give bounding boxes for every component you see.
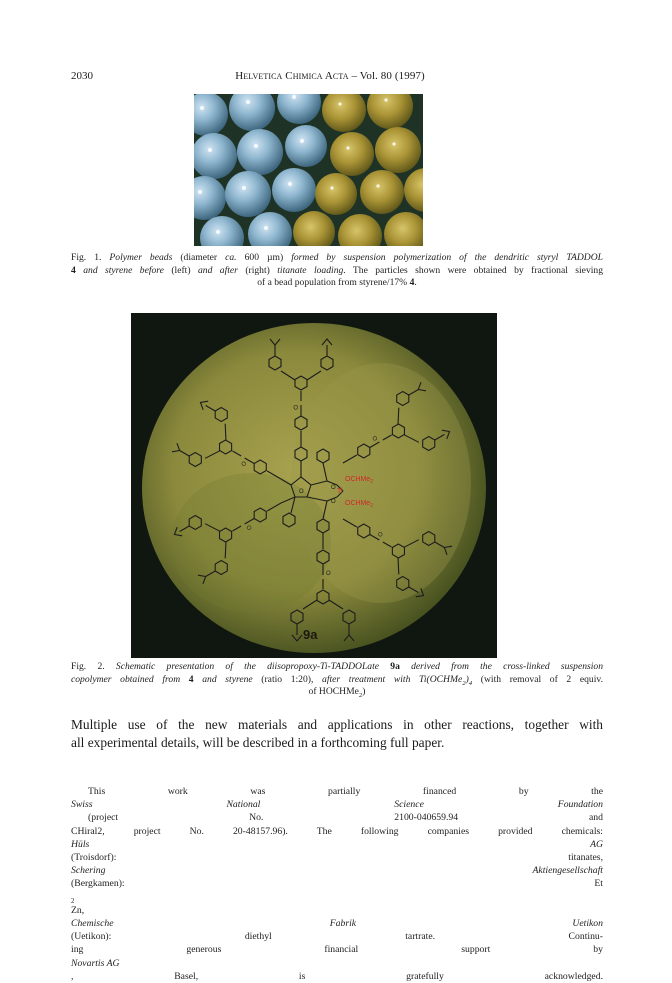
body-line-1: Multiple use of the new materials and applications in other reactions, together with (71, 717, 603, 732)
svg-text:O: O (331, 485, 336, 491)
titanium-label: Ti (337, 488, 343, 495)
figure-2-schematic (131, 313, 497, 658)
journal-name: Helvetica Chimica Acta (235, 70, 349, 82)
acknowledgment: This work was partially financed by the Swiss National Science Foundation (project No. 2100-040659.94 and CHiral2, project No. 20-48157.96). The following companies provided chemicals: Hüls AG (Troisdorf): titanates, Schering Aktiengesellschaft (Bergkamen): Et $_2$ Zn, Chemische Fabrik Uetikon (Uetikon): diethyl tartrate. Continu- ing generous financial support by Novartis AG , Basel, is gratefully acknowledged. (71, 786, 603, 982)
ligand-label-1: OCHMe$_2$ (345, 476, 374, 485)
page-number: 2030 (71, 70, 93, 82)
ligand-label-2: OCHMe$_2$ (345, 500, 374, 509)
journal-volume: – Vol. 80 (1997) (351, 70, 425, 82)
compound-label: 9a (303, 627, 318, 642)
figure-1-photo (194, 94, 423, 246)
body-paragraph (71, 716, 603, 752)
body-line-2: all experimental details, will be described in a forthcoming full paper. (71, 735, 445, 750)
svg-text:O: O (299, 489, 304, 495)
dendrimer-schematic (131, 313, 497, 658)
running-head (200, 70, 460, 82)
polymer-beads-image (194, 94, 423, 246)
figure-1-caption: Fig. 1. Polymer beads (diameter ca. 600 µm) formed by suspension polymerization of the dendritic styryl TADDOL 4 and styrene before (left) and after (right) titanate loading. The particles shown were obtained by fractional sieving of a bead population from styrene/17% 4. (71, 252, 603, 288)
figure-2-caption: Fig. 2. Schematic presentation of the diisopropoxy-Ti-TADDOLate 9a derived from the cross-linked suspension copolymer obtained from 4 and styrene (ratio 1:20), after treatment with $Ti(OCHMe_2)_4$ (with removal of 2 equiv. of HOCHMe$_2$) (71, 661, 603, 699)
svg-text:O: O (331, 499, 336, 505)
